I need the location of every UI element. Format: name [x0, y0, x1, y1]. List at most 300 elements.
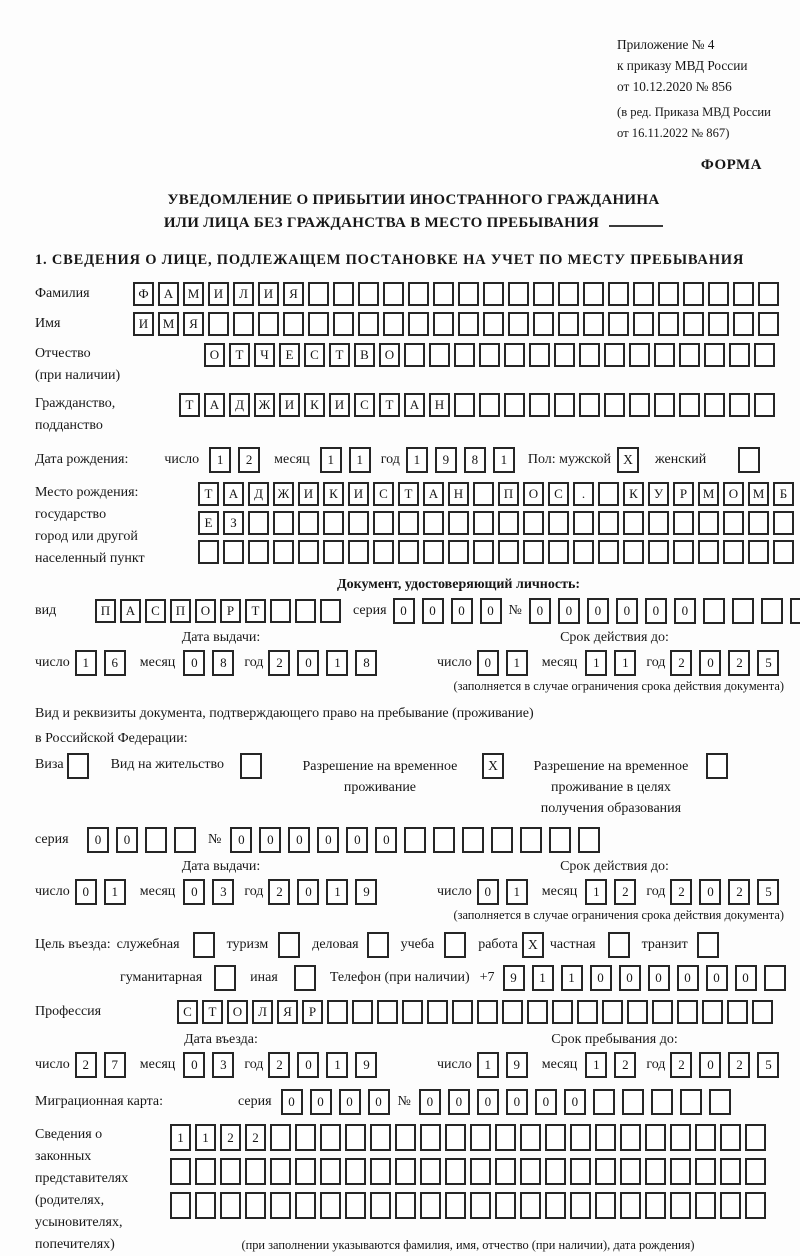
- char-cell[interactable]: [370, 1124, 391, 1151]
- char-cell[interactable]: С: [145, 599, 166, 623]
- char-cell[interactable]: 0: [674, 598, 696, 624]
- char-cell[interactable]: Д: [248, 482, 269, 506]
- char-cell[interactable]: С: [548, 482, 569, 506]
- char-cell[interactable]: [333, 282, 354, 306]
- char-cell[interactable]: [633, 312, 654, 336]
- female-checkbox[interactable]: [738, 447, 760, 473]
- char-cell[interactable]: [273, 540, 294, 564]
- char-cell[interactable]: [720, 1192, 741, 1219]
- char-cell[interactable]: [345, 1124, 366, 1151]
- char-cell[interactable]: 0: [699, 879, 721, 905]
- char-cell[interactable]: [520, 1124, 541, 1151]
- residence-permit-checkbox[interactable]: [240, 753, 262, 779]
- char-cell[interactable]: Р: [302, 1000, 323, 1024]
- char-cell[interactable]: [345, 1158, 366, 1185]
- char-cell[interactable]: [477, 1000, 498, 1024]
- char-cell[interactable]: [732, 598, 754, 624]
- char-cell[interactable]: [498, 511, 519, 535]
- char-cell[interactable]: Я: [183, 312, 204, 336]
- char-cell[interactable]: 0: [648, 965, 670, 991]
- char-cell[interactable]: [558, 312, 579, 336]
- char-cell[interactable]: 0: [529, 598, 551, 624]
- char-cell[interactable]: Д: [229, 393, 250, 417]
- char-cell[interactable]: [629, 343, 650, 367]
- char-cell[interactable]: [745, 1192, 766, 1219]
- char-cell[interactable]: [651, 1089, 673, 1115]
- char-cell[interactable]: 1: [532, 965, 554, 991]
- char-cell[interactable]: [683, 282, 704, 306]
- char-cell[interactable]: [295, 1192, 316, 1219]
- char-cell[interactable]: 2: [75, 1052, 97, 1078]
- char-cell[interactable]: [295, 599, 316, 623]
- char-cell[interactable]: 2: [268, 879, 290, 905]
- char-cell[interactable]: 2: [670, 1052, 692, 1078]
- char-cell[interactable]: [270, 1158, 291, 1185]
- char-cell[interactable]: [598, 482, 619, 506]
- char-cell[interactable]: [308, 312, 329, 336]
- char-cell[interactable]: [223, 540, 244, 564]
- char-cell[interactable]: [377, 1000, 398, 1024]
- purpose-business-checkbox[interactable]: [367, 932, 389, 958]
- char-cell[interactable]: [764, 965, 786, 991]
- char-cell[interactable]: [504, 393, 525, 417]
- char-cell[interactable]: [548, 540, 569, 564]
- char-cell[interactable]: Т: [329, 343, 350, 367]
- char-cell[interactable]: [495, 1124, 516, 1151]
- char-cell[interactable]: П: [95, 599, 116, 623]
- char-cell[interactable]: [220, 1192, 241, 1219]
- char-cell[interactable]: [198, 540, 219, 564]
- char-cell[interactable]: [645, 1158, 666, 1185]
- char-cell[interactable]: [195, 1192, 216, 1219]
- char-cell[interactable]: 0: [288, 827, 310, 853]
- char-cell[interactable]: [708, 282, 729, 306]
- char-cell[interactable]: [454, 343, 475, 367]
- char-cell[interactable]: [323, 511, 344, 535]
- char-cell[interactable]: [395, 1124, 416, 1151]
- char-cell[interactable]: [498, 540, 519, 564]
- char-cell[interactable]: [758, 282, 779, 306]
- char-cell[interactable]: Л: [233, 282, 254, 306]
- char-cell[interactable]: [398, 540, 419, 564]
- char-cell[interactable]: [383, 312, 404, 336]
- char-cell[interactable]: О: [723, 482, 744, 506]
- char-cell[interactable]: [404, 827, 426, 853]
- char-cell[interactable]: [520, 827, 542, 853]
- char-cell[interactable]: [320, 599, 341, 623]
- char-cell[interactable]: [545, 1192, 566, 1219]
- char-cell[interactable]: [429, 343, 450, 367]
- char-cell[interactable]: Т: [379, 393, 400, 417]
- char-cell[interactable]: [373, 511, 394, 535]
- char-cell[interactable]: [695, 1158, 716, 1185]
- char-cell[interactable]: [445, 1192, 466, 1219]
- char-cell[interactable]: [773, 511, 794, 535]
- char-cell[interactable]: [578, 827, 600, 853]
- char-cell[interactable]: 0: [281, 1089, 303, 1115]
- char-cell[interactable]: [573, 511, 594, 535]
- char-cell[interactable]: 1: [493, 447, 515, 473]
- char-cell[interactable]: 9: [355, 879, 377, 905]
- char-cell[interactable]: [549, 827, 571, 853]
- char-cell[interactable]: [579, 393, 600, 417]
- char-cell[interactable]: [695, 1124, 716, 1151]
- char-cell[interactable]: 1: [406, 447, 428, 473]
- char-cell[interactable]: Е: [198, 511, 219, 535]
- char-cell[interactable]: [473, 511, 494, 535]
- char-cell[interactable]: [683, 312, 704, 336]
- char-cell[interactable]: [370, 1158, 391, 1185]
- char-cell[interactable]: [479, 343, 500, 367]
- char-cell[interactable]: 0: [699, 650, 721, 676]
- char-cell[interactable]: 0: [183, 1052, 205, 1078]
- char-cell[interactable]: К: [623, 482, 644, 506]
- char-cell[interactable]: [595, 1124, 616, 1151]
- char-cell[interactable]: [620, 1192, 641, 1219]
- char-cell[interactable]: 1: [585, 650, 607, 676]
- char-cell[interactable]: [258, 312, 279, 336]
- char-cell[interactable]: 9: [503, 965, 525, 991]
- char-cell[interactable]: [754, 393, 775, 417]
- char-cell[interactable]: [577, 1000, 598, 1024]
- char-cell[interactable]: [729, 343, 750, 367]
- char-cell[interactable]: Т: [198, 482, 219, 506]
- char-cell[interactable]: [408, 282, 429, 306]
- char-cell[interactable]: [679, 343, 700, 367]
- char-cell[interactable]: [208, 312, 229, 336]
- purpose-private-checkbox[interactable]: [608, 932, 630, 958]
- char-cell[interactable]: [508, 312, 529, 336]
- char-cell[interactable]: 0: [422, 598, 444, 624]
- char-cell[interactable]: Ж: [254, 393, 275, 417]
- char-cell[interactable]: 0: [259, 827, 281, 853]
- char-cell[interactable]: [670, 1124, 691, 1151]
- char-cell[interactable]: [752, 1000, 773, 1024]
- char-cell[interactable]: Т: [229, 343, 250, 367]
- purpose-work-checkbox[interactable]: X: [522, 932, 544, 958]
- char-cell[interactable]: А: [423, 482, 444, 506]
- char-cell[interactable]: 2: [614, 879, 636, 905]
- char-cell[interactable]: [579, 343, 600, 367]
- char-cell[interactable]: 0: [480, 598, 502, 624]
- char-cell[interactable]: И: [298, 482, 319, 506]
- char-cell[interactable]: [773, 540, 794, 564]
- char-cell[interactable]: [348, 511, 369, 535]
- char-cell[interactable]: 1: [614, 650, 636, 676]
- char-cell[interactable]: [370, 1192, 391, 1219]
- char-cell[interactable]: 1: [506, 650, 528, 676]
- char-cell[interactable]: [270, 1124, 291, 1151]
- char-cell[interactable]: Л: [252, 1000, 273, 1024]
- char-cell[interactable]: С: [354, 393, 375, 417]
- char-cell[interactable]: [529, 393, 550, 417]
- char-cell[interactable]: 7: [104, 1052, 126, 1078]
- char-cell[interactable]: [602, 1000, 623, 1024]
- char-cell[interactable]: [704, 343, 725, 367]
- char-cell[interactable]: [633, 282, 654, 306]
- char-cell[interactable]: [145, 827, 167, 853]
- char-cell[interactable]: [623, 511, 644, 535]
- char-cell[interactable]: М: [698, 482, 719, 506]
- char-cell[interactable]: [552, 1000, 573, 1024]
- char-cell[interactable]: 9: [435, 447, 457, 473]
- char-cell[interactable]: 1: [477, 1052, 499, 1078]
- char-cell[interactable]: [320, 1124, 341, 1151]
- char-cell[interactable]: К: [304, 393, 325, 417]
- char-cell[interactable]: [523, 540, 544, 564]
- char-cell[interactable]: П: [170, 599, 191, 623]
- char-cell[interactable]: [570, 1192, 591, 1219]
- char-cell[interactable]: 1: [209, 447, 231, 473]
- char-cell[interactable]: 0: [451, 598, 473, 624]
- char-cell[interactable]: 2: [220, 1124, 241, 1151]
- char-cell[interactable]: [298, 540, 319, 564]
- char-cell[interactable]: [295, 1158, 316, 1185]
- char-cell[interactable]: 1: [75, 650, 97, 676]
- char-cell[interactable]: [248, 511, 269, 535]
- char-cell[interactable]: [170, 1158, 191, 1185]
- char-cell[interactable]: [352, 1000, 373, 1024]
- char-cell[interactable]: С: [304, 343, 325, 367]
- char-cell[interactable]: [652, 1000, 673, 1024]
- char-cell[interactable]: [598, 540, 619, 564]
- char-cell[interactable]: 5: [757, 1052, 779, 1078]
- char-cell[interactable]: [703, 598, 725, 624]
- char-cell[interactable]: [448, 511, 469, 535]
- char-cell[interactable]: И: [279, 393, 300, 417]
- char-cell[interactable]: 1: [326, 879, 348, 905]
- char-cell[interactable]: [495, 1192, 516, 1219]
- char-cell[interactable]: [233, 312, 254, 336]
- char-cell[interactable]: [658, 312, 679, 336]
- char-cell[interactable]: [554, 343, 575, 367]
- char-cell[interactable]: [483, 312, 504, 336]
- char-cell[interactable]: З: [223, 511, 244, 535]
- char-cell[interactable]: [648, 540, 669, 564]
- char-cell[interactable]: Я: [277, 1000, 298, 1024]
- char-cell[interactable]: 3: [212, 879, 234, 905]
- char-cell[interactable]: [395, 1158, 416, 1185]
- purpose-tourism-checkbox[interactable]: [278, 932, 300, 958]
- char-cell[interactable]: [583, 312, 604, 336]
- char-cell[interactable]: И: [133, 312, 154, 336]
- char-cell[interactable]: Н: [448, 482, 469, 506]
- char-cell[interactable]: Т: [245, 599, 266, 623]
- char-cell[interactable]: И: [348, 482, 369, 506]
- char-cell[interactable]: 0: [645, 598, 667, 624]
- char-cell[interactable]: [593, 1089, 615, 1115]
- char-cell[interactable]: [470, 1124, 491, 1151]
- char-cell[interactable]: [348, 540, 369, 564]
- char-cell[interactable]: [523, 511, 544, 535]
- char-cell[interactable]: В: [354, 343, 375, 367]
- char-cell[interactable]: [533, 312, 554, 336]
- char-cell[interactable]: Ф: [133, 282, 154, 306]
- char-cell[interactable]: [358, 312, 379, 336]
- char-cell[interactable]: [502, 1000, 523, 1024]
- char-cell[interactable]: [570, 1124, 591, 1151]
- char-cell[interactable]: 0: [393, 598, 415, 624]
- edu-residence-checkbox[interactable]: [706, 753, 728, 779]
- char-cell[interactable]: 2: [728, 1052, 750, 1078]
- char-cell[interactable]: [548, 511, 569, 535]
- char-cell[interactable]: [673, 540, 694, 564]
- char-cell[interactable]: [402, 1000, 423, 1024]
- visa-checkbox[interactable]: [67, 753, 89, 779]
- char-cell[interactable]: [748, 511, 769, 535]
- char-cell[interactable]: [423, 540, 444, 564]
- char-cell[interactable]: [295, 1124, 316, 1151]
- char-cell[interactable]: [533, 282, 554, 306]
- char-cell[interactable]: 0: [297, 879, 319, 905]
- char-cell[interactable]: 8: [355, 650, 377, 676]
- char-cell[interactable]: 1: [349, 447, 371, 473]
- char-cell[interactable]: А: [158, 282, 179, 306]
- char-cell[interactable]: [620, 1124, 641, 1151]
- char-cell[interactable]: 0: [564, 1089, 586, 1115]
- char-cell[interactable]: А: [120, 599, 141, 623]
- char-cell[interactable]: 1: [104, 879, 126, 905]
- char-cell[interactable]: [433, 282, 454, 306]
- char-cell[interactable]: [622, 1089, 644, 1115]
- char-cell[interactable]: [554, 393, 575, 417]
- char-cell[interactable]: [680, 1089, 702, 1115]
- char-cell[interactable]: [245, 1158, 266, 1185]
- char-cell[interactable]: 0: [346, 827, 368, 853]
- char-cell[interactable]: С: [177, 1000, 198, 1024]
- char-cell[interactable]: [454, 393, 475, 417]
- char-cell[interactable]: [170, 1192, 191, 1219]
- char-cell[interactable]: [723, 511, 744, 535]
- char-cell[interactable]: И: [258, 282, 279, 306]
- char-cell[interactable]: 2: [268, 1052, 290, 1078]
- char-cell[interactable]: [545, 1158, 566, 1185]
- char-cell[interactable]: [595, 1158, 616, 1185]
- char-cell[interactable]: Т: [179, 393, 200, 417]
- char-cell[interactable]: [761, 598, 783, 624]
- char-cell[interactable]: М: [158, 312, 179, 336]
- char-cell[interactable]: Н: [429, 393, 450, 417]
- char-cell[interactable]: [604, 393, 625, 417]
- char-cell[interactable]: [702, 1000, 723, 1024]
- char-cell[interactable]: А: [223, 482, 244, 506]
- char-cell[interactable]: 2: [728, 650, 750, 676]
- char-cell[interactable]: [745, 1124, 766, 1151]
- char-cell[interactable]: [270, 599, 291, 623]
- char-cell[interactable]: [629, 393, 650, 417]
- char-cell[interactable]: [648, 511, 669, 535]
- char-cell[interactable]: [645, 1192, 666, 1219]
- char-cell[interactable]: [729, 393, 750, 417]
- char-cell[interactable]: [495, 1158, 516, 1185]
- char-cell[interactable]: 1: [506, 879, 528, 905]
- char-cell[interactable]: 0: [310, 1089, 332, 1115]
- char-cell[interactable]: [479, 393, 500, 417]
- char-cell[interactable]: 1: [320, 447, 342, 473]
- char-cell[interactable]: [220, 1158, 241, 1185]
- char-cell[interactable]: 2: [245, 1124, 266, 1151]
- char-cell[interactable]: [433, 827, 455, 853]
- char-cell[interactable]: 0: [87, 827, 109, 853]
- char-cell[interactable]: Е: [279, 343, 300, 367]
- char-cell[interactable]: [733, 312, 754, 336]
- char-cell[interactable]: 0: [448, 1089, 470, 1115]
- char-cell[interactable]: 2: [268, 650, 290, 676]
- char-cell[interactable]: Р: [673, 482, 694, 506]
- char-cell[interactable]: 0: [477, 650, 499, 676]
- char-cell[interactable]: Я: [283, 282, 304, 306]
- char-cell[interactable]: [174, 827, 196, 853]
- char-cell[interactable]: 0: [535, 1089, 557, 1115]
- char-cell[interactable]: 0: [183, 879, 205, 905]
- char-cell[interactable]: [598, 511, 619, 535]
- purpose-official-checkbox[interactable]: [193, 932, 215, 958]
- char-cell[interactable]: [748, 540, 769, 564]
- char-cell[interactable]: [698, 540, 719, 564]
- char-cell[interactable]: 0: [339, 1089, 361, 1115]
- char-cell[interactable]: [679, 393, 700, 417]
- char-cell[interactable]: Б: [773, 482, 794, 506]
- char-cell[interactable]: 1: [195, 1124, 216, 1151]
- char-cell[interactable]: И: [208, 282, 229, 306]
- char-cell[interactable]: 6: [104, 650, 126, 676]
- char-cell[interactable]: О: [379, 343, 400, 367]
- char-cell[interactable]: О: [204, 343, 225, 367]
- char-cell[interactable]: 0: [116, 827, 138, 853]
- char-cell[interactable]: [420, 1192, 441, 1219]
- char-cell[interactable]: [745, 1158, 766, 1185]
- char-cell[interactable]: [720, 1158, 741, 1185]
- char-cell[interactable]: 0: [587, 598, 609, 624]
- char-cell[interactable]: Ч: [254, 343, 275, 367]
- char-cell[interactable]: 2: [238, 447, 260, 473]
- char-cell[interactable]: [754, 343, 775, 367]
- purpose-study-checkbox[interactable]: [444, 932, 466, 958]
- char-cell[interactable]: Т: [202, 1000, 223, 1024]
- char-cell[interactable]: 0: [677, 965, 699, 991]
- char-cell[interactable]: [298, 511, 319, 535]
- char-cell[interactable]: И: [329, 393, 350, 417]
- char-cell[interactable]: [670, 1158, 691, 1185]
- char-cell[interactable]: [423, 511, 444, 535]
- char-cell[interactable]: 0: [590, 965, 612, 991]
- char-cell[interactable]: 9: [506, 1052, 528, 1078]
- purpose-transit-checkbox[interactable]: [697, 932, 719, 958]
- char-cell[interactable]: [704, 393, 725, 417]
- char-cell[interactable]: Р: [220, 599, 241, 623]
- purpose-humanitarian-checkbox[interactable]: [214, 965, 236, 991]
- char-cell[interactable]: [398, 511, 419, 535]
- char-cell[interactable]: [473, 482, 494, 506]
- char-cell[interactable]: 0: [375, 827, 397, 853]
- char-cell[interactable]: [583, 282, 604, 306]
- char-cell[interactable]: М: [183, 282, 204, 306]
- char-cell[interactable]: 0: [75, 879, 97, 905]
- char-cell[interactable]: [333, 312, 354, 336]
- char-cell[interactable]: [345, 1192, 366, 1219]
- char-cell[interactable]: 0: [230, 827, 252, 853]
- char-cell[interactable]: [491, 827, 513, 853]
- char-cell[interactable]: [527, 1000, 548, 1024]
- char-cell[interactable]: [452, 1000, 473, 1024]
- char-cell[interactable]: [195, 1158, 216, 1185]
- char-cell[interactable]: [695, 1192, 716, 1219]
- char-cell[interactable]: 0: [616, 598, 638, 624]
- char-cell[interactable]: [570, 1158, 591, 1185]
- char-cell[interactable]: [383, 282, 404, 306]
- char-cell[interactable]: 0: [419, 1089, 441, 1115]
- char-cell[interactable]: [623, 540, 644, 564]
